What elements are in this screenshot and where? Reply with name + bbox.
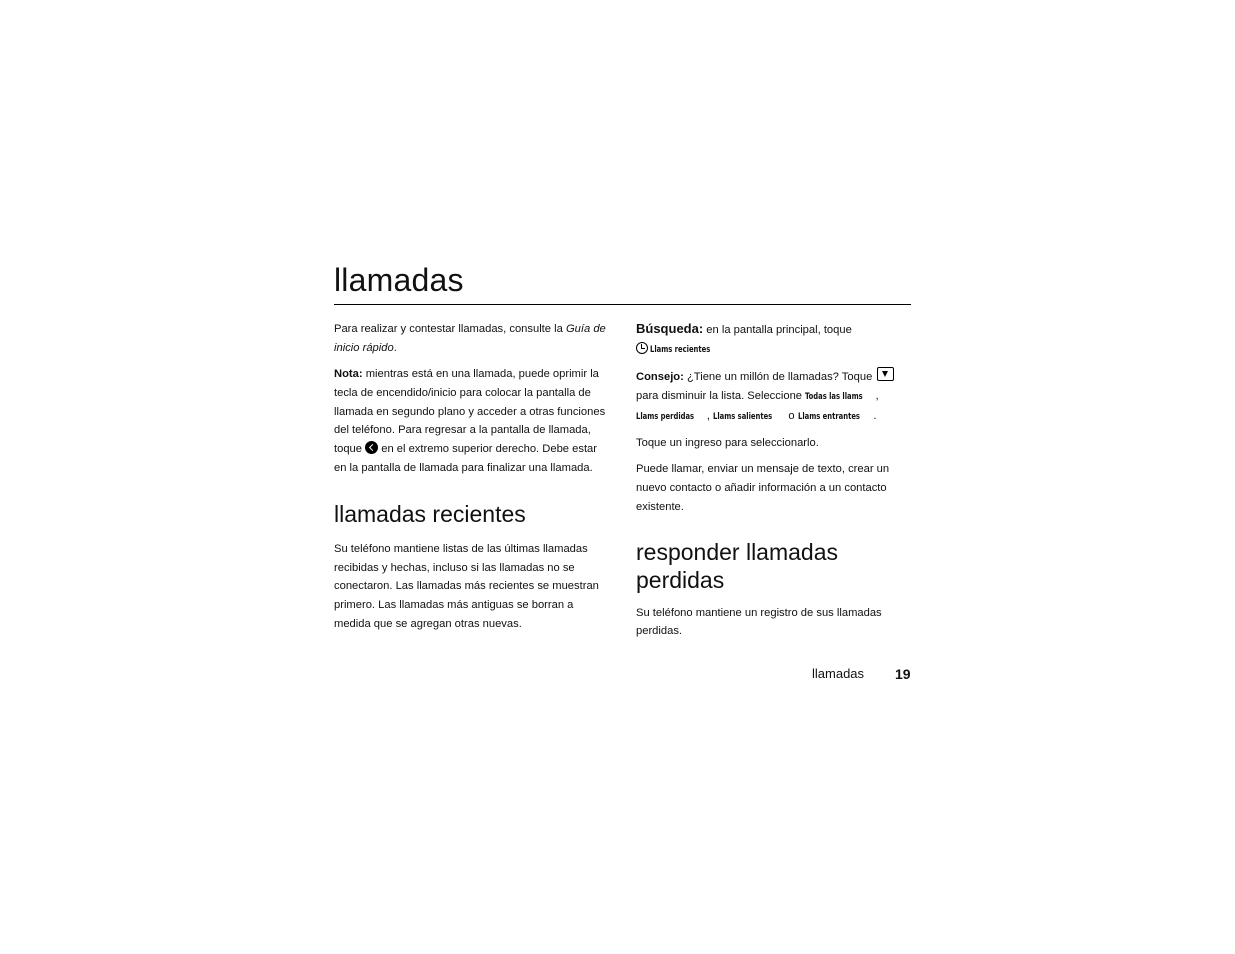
tip-text-2: para disminuir la lista. Seleccione xyxy=(636,389,806,402)
tip-text-1: ¿Tiene un millón de llamadas? Toque xyxy=(683,371,876,384)
note-paragraph xyxy=(334,365,610,478)
note-label: Nota: xyxy=(334,368,363,381)
all-calls-command: Todas las llams xyxy=(805,390,863,402)
footer-section-label: llamadas xyxy=(812,666,865,681)
recent-calls-command: Llams recientes xyxy=(650,343,711,355)
tip-sep-2: , xyxy=(706,409,714,422)
page-title: llamadas xyxy=(334,262,464,298)
left-column xyxy=(334,320,610,641)
recent-calls-heading: llamadas recientes xyxy=(334,500,526,527)
tip-paragraph xyxy=(636,367,898,426)
select-entry-paragraph: Toque un ingreso para seleccionarlo. xyxy=(636,436,819,449)
note-text-after: en el extremo superior derecho. Debe estar en la pantalla de llamada para finalizar una llamada. xyxy=(334,443,598,475)
missed-calls-heading: responder llamadas perdidas xyxy=(636,538,839,593)
recent-calls-body: Su teléfono mantiene listas de las últimas llamadas recibidas y hechas, incluso si las llamadas no se conectaron. Las llamadas más recientes se muestran primero. Las llamadas más antiguas se borran a medida que se agregan otras nuevas. xyxy=(334,542,599,631)
title-divider xyxy=(334,304,911,305)
intro-end: . xyxy=(393,341,397,354)
quick-start-guide-ref: Guía de inicio rápido xyxy=(334,323,606,354)
search-paragraph xyxy=(636,320,898,360)
recent-calls-clock-icon xyxy=(636,342,648,354)
missed-calls-body: Su teléfono mantiene un registro de sus llamadas perdidas. xyxy=(636,606,882,638)
tip-sep-3: o xyxy=(785,409,798,422)
back-arrow-icon xyxy=(365,441,378,454)
actions-paragraph: Puede llamar, enviar un mensaje de texto, crear un nuevo contacto o añadir información a un contacto existente. xyxy=(636,463,890,513)
search-text: en la pantalla principal, toque xyxy=(703,324,852,336)
down-arrow-icon xyxy=(877,367,894,381)
tip-label: Consejo: xyxy=(636,371,684,384)
search-label: Búsqueda: xyxy=(636,321,704,336)
intro-text: Para realizar y contestar llamadas, consulte la xyxy=(334,323,566,335)
tip-end: . xyxy=(873,409,877,422)
incoming-calls-command: Llams entrantes xyxy=(797,410,860,422)
tip-sep-1: , xyxy=(875,389,879,402)
intro-paragraph xyxy=(334,320,610,358)
missed-calls-command: Llams perdidas xyxy=(636,410,695,422)
page-number: 19 xyxy=(895,666,911,682)
outgoing-calls-command: Llams salientes xyxy=(713,410,773,422)
note-text-before: mientras está en una llamada, puede oprimir la tecla de encendido/inicio para colocar la pantalla de llamada en segundo plano y acceder a otras funciones del teléfono. Para regresar a la pantalla de llamada, toque xyxy=(334,368,606,456)
right-column xyxy=(636,320,898,649)
